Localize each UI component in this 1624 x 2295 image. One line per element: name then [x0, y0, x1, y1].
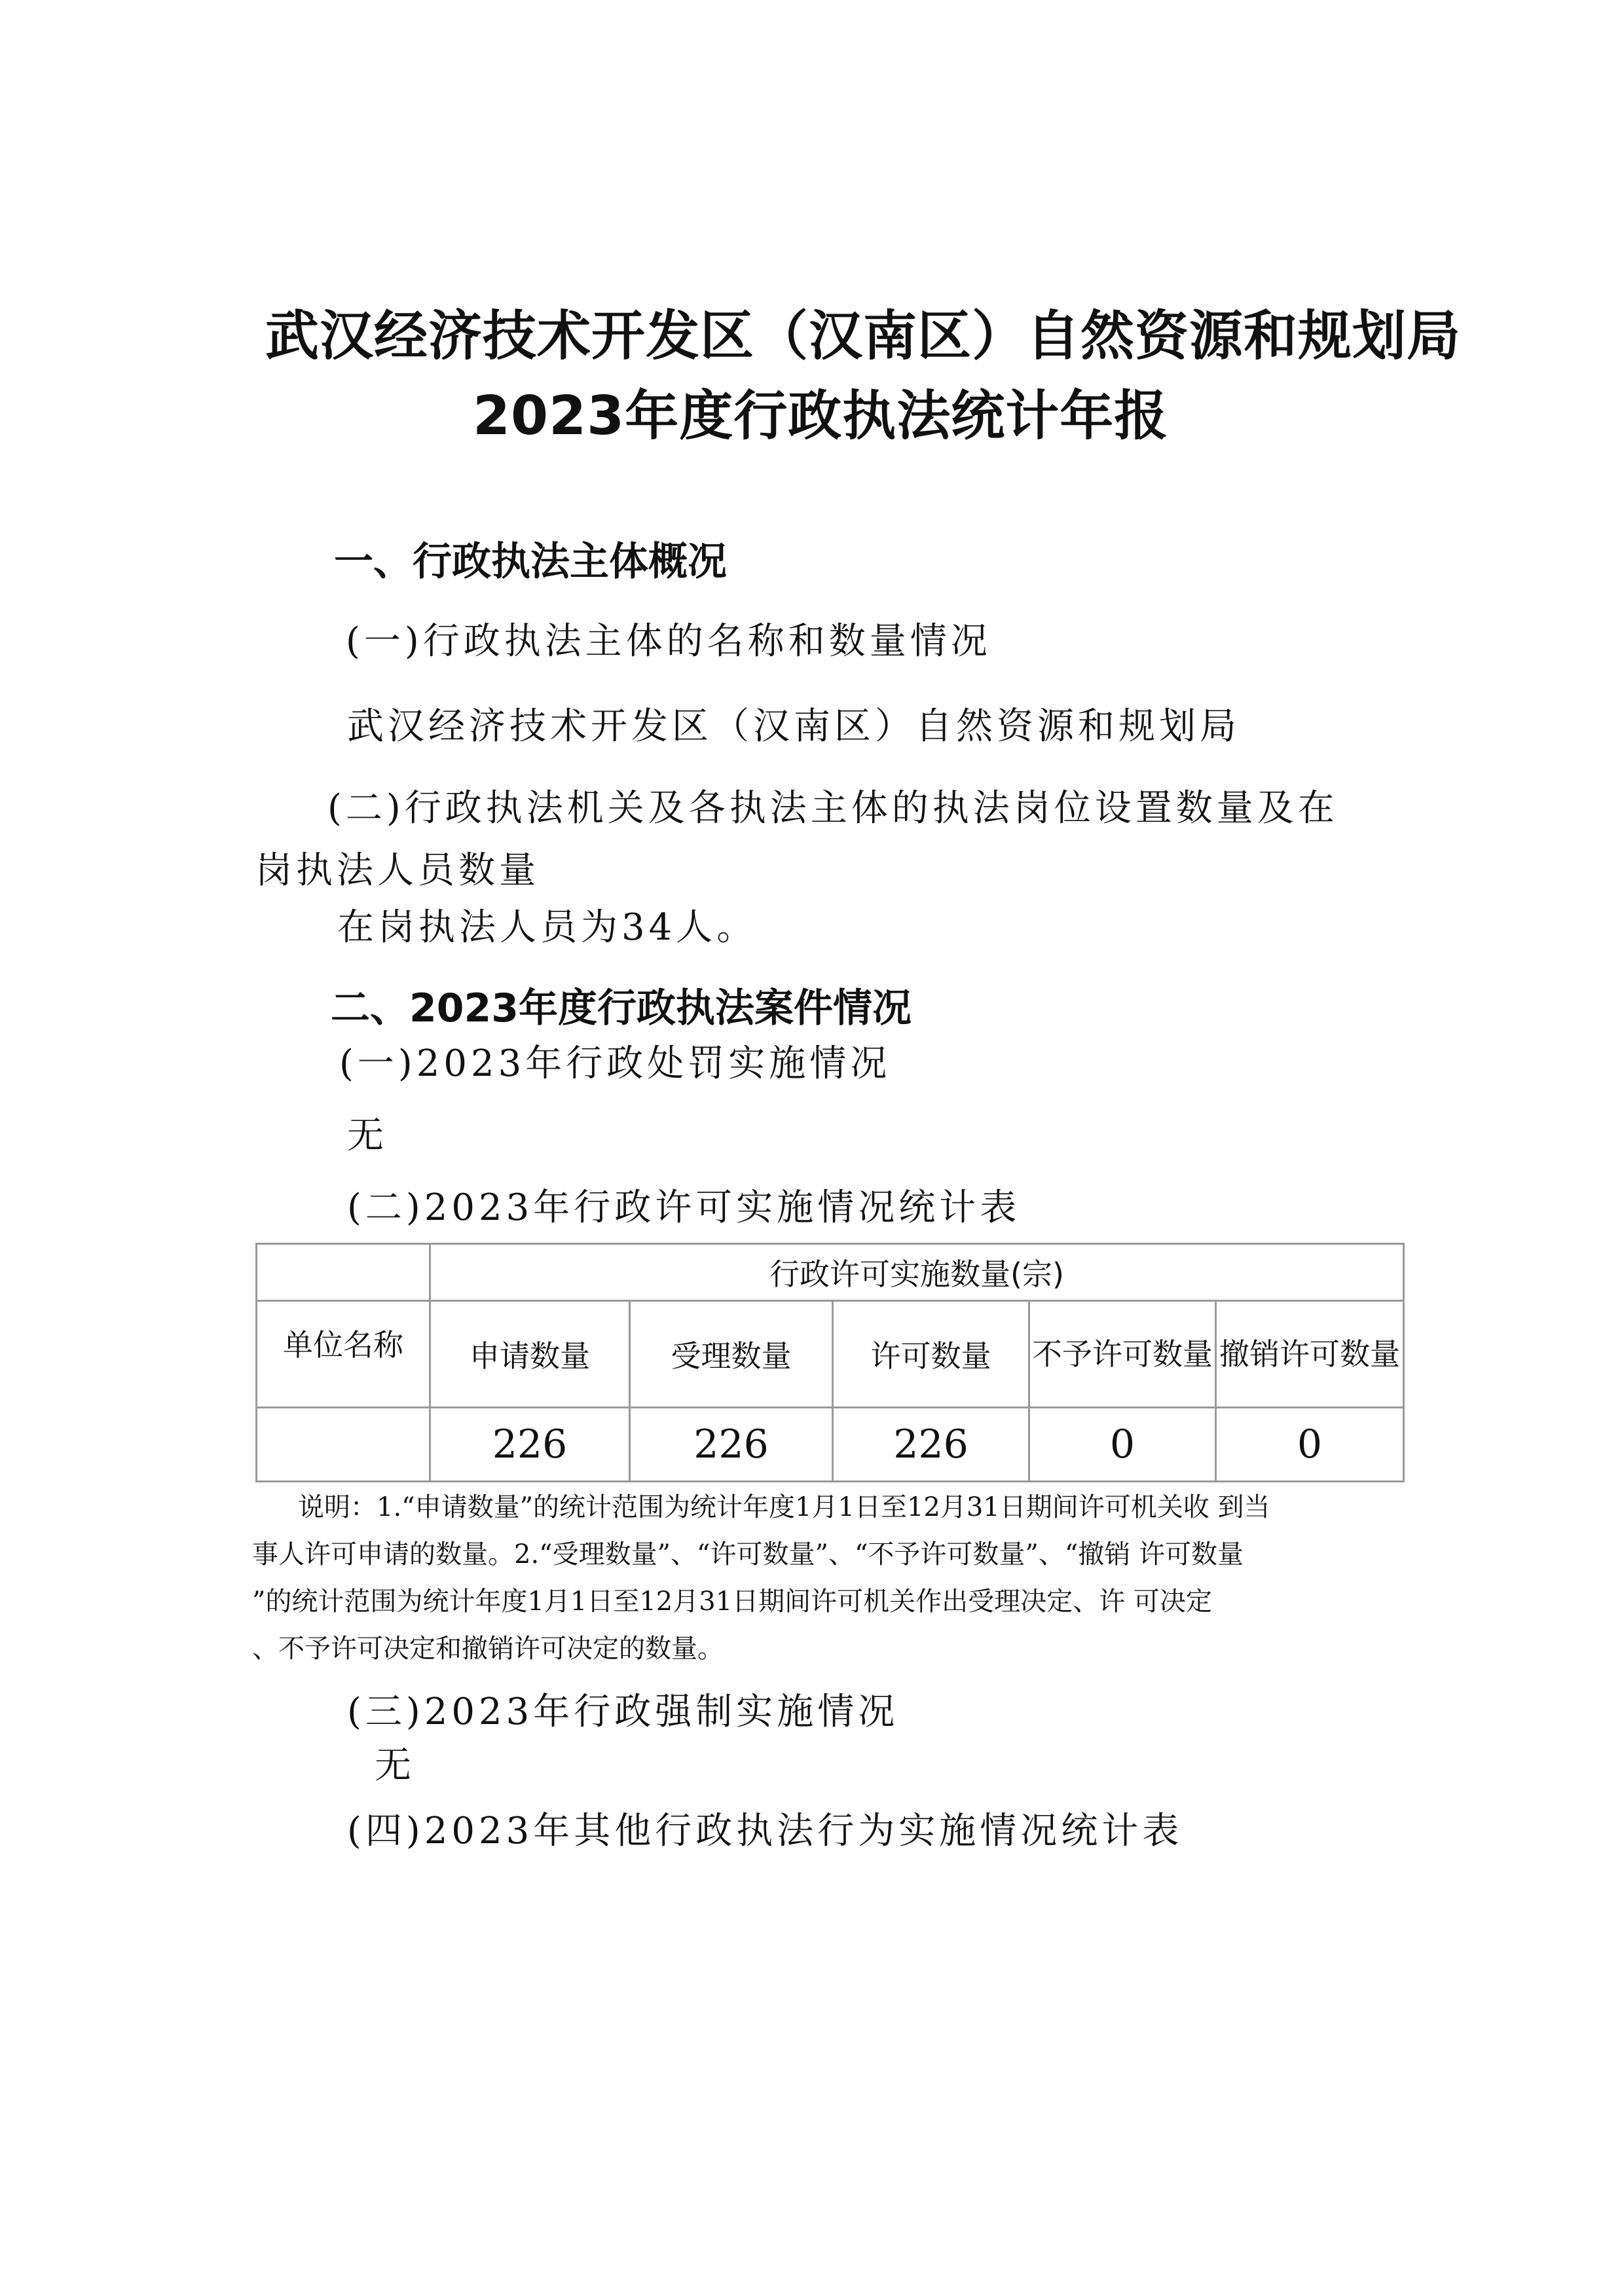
note-line-2: 事人许可申请的数量。2.“受理数量”、“许可数量”、“不予许可数量”、“撤销 许可数量	[252, 1539, 1244, 1570]
col-permit-header: 许可数量	[833, 1301, 1029, 1408]
title-line-1: 武汉经济技术开发区（汉南区）自然资源和规划局	[265, 305, 1462, 367]
col-deny-header: 不予许可数量	[1029, 1301, 1216, 1408]
table-row	[257, 1408, 1404, 1482]
table-header-row-group	[257, 1244, 1404, 1301]
col-apply-header: 申请数量	[430, 1301, 630, 1408]
section1-sub2-heading-line1: (二)行政执法机关及各执法主体的执法岗位设置数量及在	[327, 787, 1338, 830]
section2-sub3-body: 无	[375, 1744, 415, 1787]
cell-accept: 226	[630, 1408, 833, 1482]
section1-sub2-heading-line2: 岗执法人员数量	[255, 849, 540, 892]
table-corner-cell	[257, 1244, 430, 1301]
table-group-header: 行政许可实施数量(宗)	[430, 1244, 1404, 1301]
note-line-3: ”的统计范围为统计年度1月1日至12月31日期间许可机关作出受理决定、许 可决定	[252, 1587, 1212, 1617]
section2-sub1-heading: (一)2023年行政处罚实施情况	[339, 1042, 891, 1085]
col-unit-header: 单位名称	[257, 1301, 430, 1408]
col-accept-header: 受理数量	[630, 1301, 833, 1408]
section2-sub2-heading: (二)2023年行政许可实施情况统计表	[347, 1186, 1021, 1229]
cell-permit: 226	[833, 1408, 1029, 1482]
section2-heading: 二、2023年度行政执法案件情况	[331, 985, 912, 1031]
section1-heading: 一、行政执法主体概况	[334, 539, 727, 585]
permit-statistics-table	[255, 1243, 1405, 1482]
cell-unit	[257, 1408, 430, 1482]
table-header-row	[257, 1301, 1404, 1408]
cell-apply: 226	[430, 1408, 630, 1482]
section2-sub1-body: 无	[347, 1114, 388, 1157]
col-revoke-header: 撤销许可数量	[1216, 1301, 1404, 1408]
note-line-1: 说明：1.“申请数量”的统计范围为统计年度1月1日至12月31日期间许可机关收 到当	[298, 1492, 1270, 1522]
cell-deny: 0	[1029, 1408, 1216, 1482]
section2-sub4-heading: (四)2023年其他行政执法行为实施情况统计表	[347, 1810, 1183, 1852]
section1-sub1-heading: (一)行政执法主体的名称和数量情况	[346, 620, 991, 663]
cell-revoke: 0	[1216, 1408, 1404, 1482]
section2-sub3-heading: (三)2023年行政强制实施情况	[347, 1691, 899, 1733]
section1-sub1-body: 武汉经济技术开发区（汉南区）自然资源和规划局	[347, 705, 1240, 748]
title-line-2: 2023年度行政执法统计年报	[473, 385, 1169, 447]
section1-sub2-body: 在岗执法人员为34人。	[337, 906, 758, 949]
note-line-4: 、不予许可决定和撤销许可决定的数量。	[252, 1634, 724, 1664]
